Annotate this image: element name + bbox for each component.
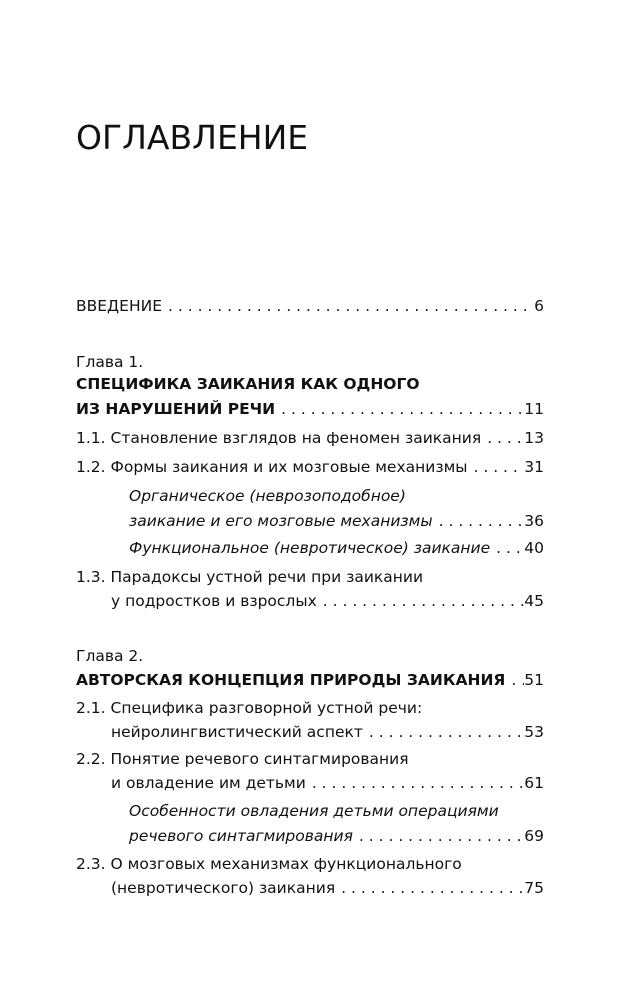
chapter-title: АВТОРСКАЯ КОНЦЕПЦИЯ ПРИРОДЫ ЗАИКАНИЯ (76, 671, 506, 689)
dot-leader (275, 398, 524, 420)
toc-entry-title: у подростков и взрослых (111, 592, 317, 610)
toc-subentry-title: Функциональное (невротическое) заикание (129, 539, 491, 557)
chapter-title: СПЕЦИФИКА ЗАИКАНИЯ КАК ОДНОГО (76, 375, 420, 393)
toc-entry-1-1[interactable] (76, 427, 544, 449)
toc-subentry-title: заикание и его мозговые механизмы (129, 512, 433, 530)
chapter-label: Глава 1. (76, 353, 144, 371)
toc-subentry-functional[interactable] (129, 537, 544, 559)
dot-leader (162, 295, 534, 317)
toc-entry-title: нейролингвистический аспект (111, 723, 363, 741)
dot-leader (433, 510, 525, 532)
page-number: 13 (524, 429, 544, 447)
dot-leader (481, 427, 524, 449)
chapter-title: ИЗ НАРУШЕНИЙ РЕЧИ (76, 400, 276, 418)
page-number: 36 (524, 512, 544, 530)
toc-entry-title: и овладение им детьми (111, 774, 306, 792)
dot-leader (505, 669, 524, 691)
page-number: 53 (524, 723, 544, 741)
dot-leader (317, 590, 525, 612)
dot-leader (490, 537, 524, 559)
page-number: 75 (524, 879, 544, 897)
toc-entry-title: 1.1. Становление взглядов на феномен заикания (76, 429, 482, 447)
table-of-contents (76, 0, 544, 1000)
page-number: 31 (524, 458, 544, 476)
toc-entry-title: 2.1. Специфика разговорной устной речи: (76, 699, 423, 717)
toc-entry-chapter-1[interactable] (76, 398, 544, 420)
page-title: ОГЛАВЛЕНИЕ (76, 118, 309, 157)
page-number: 69 (524, 827, 544, 845)
dot-leader (363, 721, 524, 743)
toc-subentry-organic[interactable] (129, 510, 544, 532)
toc-subentry-title: речевого синтагмирования (129, 827, 353, 845)
dot-leader (335, 877, 524, 899)
page-number: 51 (524, 671, 544, 689)
toc-entry-2-1[interactable] (111, 721, 544, 743)
toc-entry-title: 1.3. Парадоксы устной речи при заикании (76, 568, 424, 586)
dot-leader (468, 456, 525, 478)
toc-entry-title: 2.3. О мозговых механизмах функционального (76, 855, 462, 873)
toc-entry-2-2[interactable] (111, 772, 544, 794)
toc-entry-2-3[interactable] (111, 877, 544, 899)
toc-entry-1-3[interactable] (111, 590, 544, 612)
page-number: 40 (524, 539, 544, 557)
toc-entry-title: ВВЕДЕНИЕ (76, 297, 163, 315)
toc-entry-1-2[interactable] (76, 456, 544, 478)
toc-entry-chapter-2[interactable] (76, 669, 544, 691)
toc-subentry-title: Особенности овладения детьми операциями (129, 802, 499, 820)
dot-leader (306, 772, 524, 794)
toc-subentry-syntagm[interactable] (129, 825, 544, 847)
page-number: 61 (524, 774, 544, 792)
page-number: 6 (534, 297, 544, 315)
page-number: 45 (524, 592, 544, 610)
toc-entry-intro[interactable] (76, 295, 544, 317)
dot-leader (353, 825, 524, 847)
toc-entry-title: 2.2. Понятие речевого синтагмирования (76, 750, 409, 768)
chapter-label: Глава 2. (76, 647, 144, 665)
toc-entry-title: 1.2. Формы заикания и их мозговые механизмы (76, 458, 468, 476)
page-number: 11 (524, 400, 544, 418)
toc-entry-title: (невротического) заикания (111, 879, 336, 897)
toc-subentry-title: Органическое (неврозоподобное) (129, 487, 406, 505)
